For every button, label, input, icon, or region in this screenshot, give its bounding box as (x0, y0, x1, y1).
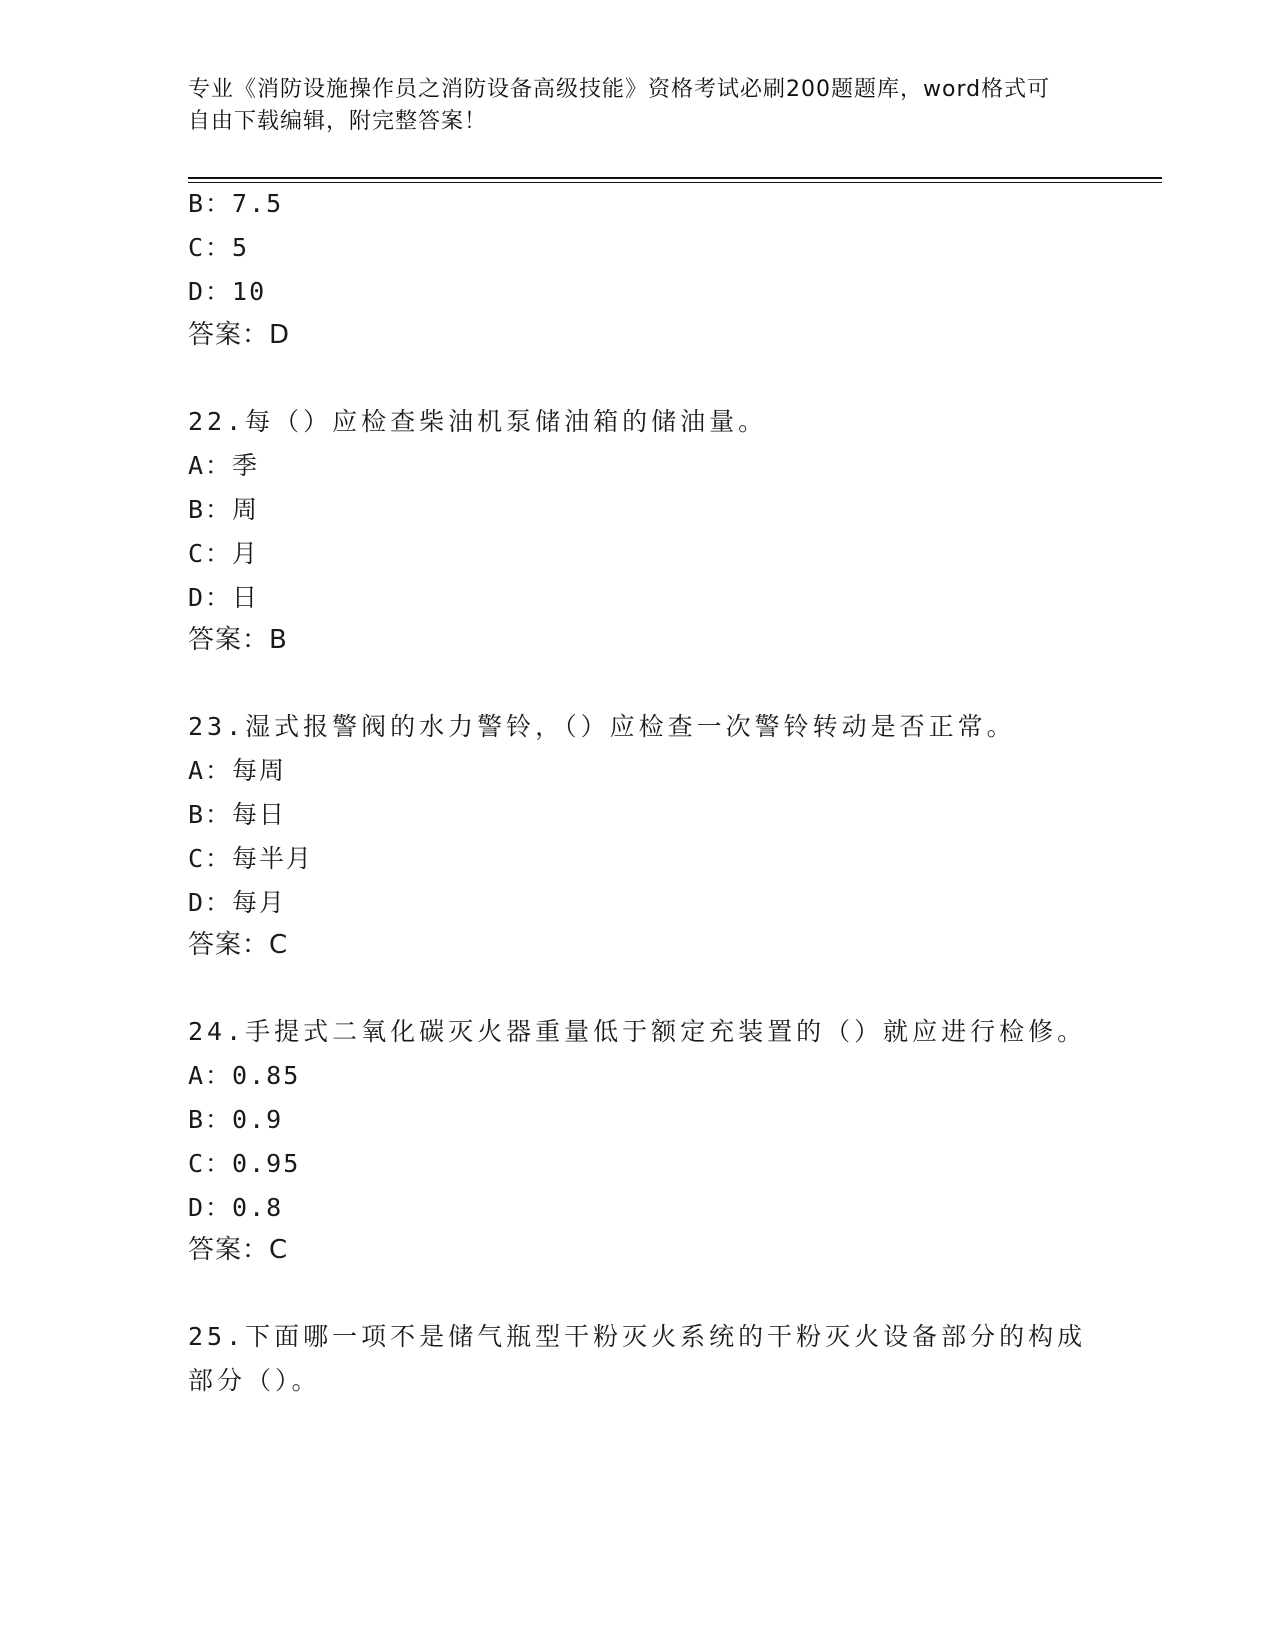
option-b: B：7.5 (188, 189, 284, 218)
header-rule-thin (188, 182, 1162, 183)
option-a: A：每周 (188, 756, 287, 785)
question-22: 22.每（）应检查柴油机泵储油箱的储油量。 (188, 407, 768, 436)
option-c: C：0.95 (188, 1149, 301, 1178)
option-d: D：每月 (188, 888, 287, 917)
answer-line: 答案：C (188, 1235, 289, 1265)
option-d: D：0.8 (188, 1193, 284, 1222)
option-d: D：日 (188, 583, 260, 612)
option-b: B：周 (188, 495, 260, 524)
answer-line: 答案：B (188, 625, 288, 655)
option-a: A：0.85 (188, 1061, 301, 1090)
option-c: C：月 (188, 539, 260, 568)
document-header: 专业《消防设施操作员之消防设备高级技能》资格考试必刷200题题库，word格式可自由下载编辑，附完整答案！ (188, 77, 1051, 134)
option-d: D：10 (188, 277, 267, 306)
question-25-line2: 部分（）。 (188, 1366, 321, 1395)
answer-line: 答案：D (188, 320, 291, 350)
question-23: 23.湿式报警阀的水力警铃，（）应检查一次警铃转动是否正常。 (188, 712, 1016, 741)
option-b: B：每日 (188, 800, 287, 829)
question-25-line1: 25.下面哪一项不是储气瓶型干粉灭火系统的干粉灭火设备部分的构成 (188, 1322, 1087, 1351)
header-rule-thick (188, 177, 1162, 179)
option-c: C：5 (188, 233, 250, 262)
question-24: 24.手提式二氧化碳灭火器重量低于额定充装置的（）就应进行检修。 (188, 1017, 1087, 1046)
option-c: C：每半月 (188, 844, 314, 873)
answer-line: 答案：C (188, 930, 289, 960)
option-b: B：0.9 (188, 1105, 284, 1134)
option-a: A：季 (188, 451, 260, 480)
